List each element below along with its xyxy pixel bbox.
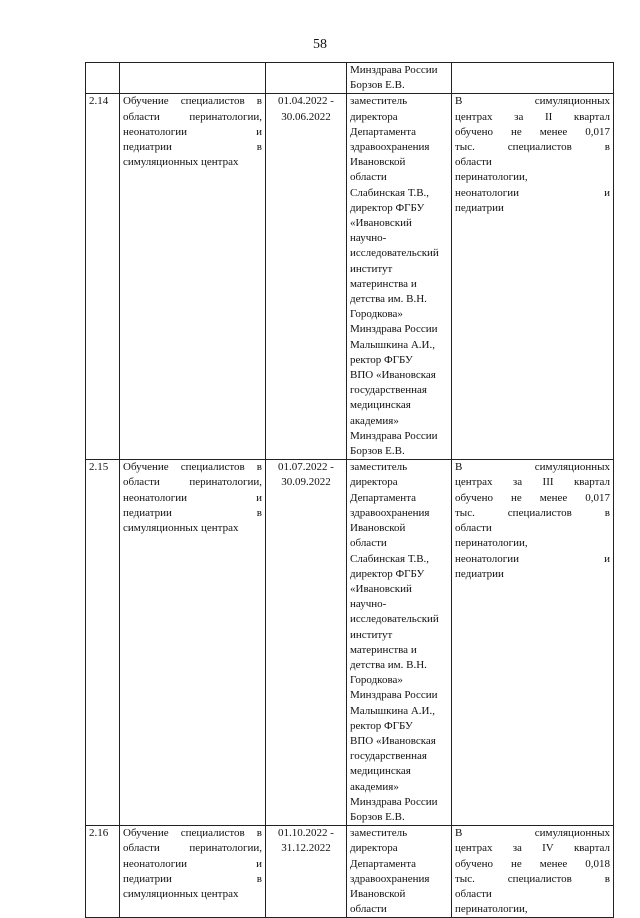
responsible-line: ректор ФГБУ [350,353,413,366]
title-line [123,506,262,521]
word: в [256,461,262,474]
responsible-line: исследовательский [350,613,439,626]
word: в [256,506,262,519]
date-line: 01.04.2022 - [278,95,334,108]
date-cell [266,63,347,94]
responsible-line: директор ФГБУ [350,567,425,580]
title-cell [120,63,266,94]
word: не [510,857,522,870]
word: менее [539,491,568,504]
word: неонатологии [123,857,188,870]
title-cell [120,460,266,826]
word: специалистов [507,872,572,885]
date-line: 30.09.2022 [281,476,331,489]
word: в [256,827,262,840]
result-line [455,186,610,201]
word: квартал [573,110,610,123]
responsible-cell [347,460,452,826]
responsible-line: государственная [350,384,427,397]
responsible-line: Слабинская Т.В., [350,186,430,199]
responsible-cell [347,63,452,94]
word: обучено [455,491,493,504]
word: в [604,141,610,154]
word: педиатрии [123,141,172,154]
word: в [256,872,262,885]
responsible-line: институт [350,262,393,275]
result-line: педиатрии [455,201,504,214]
title-line [123,826,262,841]
number-cell: 2.14 [86,94,120,460]
word: в [604,506,610,519]
result-line [455,475,610,490]
responsible-line: Ивановской [350,156,406,169]
word: педиатрии [123,506,172,519]
word: в [256,95,262,108]
responsible-line: здравоохранения [350,872,430,885]
responsible-line: медицинская [350,399,411,412]
responsible-line: научно- [350,232,387,245]
responsible-line: директора [350,476,398,489]
word: тыс. [455,506,475,519]
title-line [123,857,262,872]
responsible-line: Борзов Е.В. [350,79,405,92]
word: В [455,461,463,474]
title-line [123,841,262,856]
result-cell [452,826,614,918]
word: специалистов [180,461,245,474]
title-line [123,872,262,887]
word: симуляционных [534,827,610,840]
word: квартал [573,476,610,489]
responsible-line: материнства и [350,643,417,656]
responsible-line: Ивановской [350,887,406,900]
responsible-line: Минздрава России [350,64,438,76]
responsible-line: ректор ФГБУ [350,719,413,732]
word: 0,017 [585,125,610,138]
title-line: симуляционных центрах [123,887,239,900]
responsible-line: исследовательский [350,247,439,260]
responsible-line: здравоохранения [350,506,430,519]
word: в [604,872,610,885]
responsible-line: Городкова» [350,674,403,687]
word: центрах [455,476,493,489]
date-line: 30.06.2022 [281,110,331,123]
page-number: 58 [313,37,327,52]
word: за [512,842,522,855]
word: Обучение [123,95,169,108]
word: и [256,857,262,870]
word: перинатологии, [189,842,262,855]
result-line [455,552,610,567]
word: специалистов [507,141,572,154]
responsible-cell [347,826,452,918]
title-line [123,460,262,475]
title-line [123,491,262,506]
responsible-line: директора [350,110,398,123]
title-line [123,110,262,125]
responsible-line: здравоохранения [350,141,430,154]
result-line [455,857,610,872]
responsible-line: государственная [350,750,427,763]
responsible-line: медицинская [350,765,411,778]
responsible-line: академия» [350,414,399,427]
word: 0,017 [585,491,610,504]
date-line: 01.07.2022 - [278,461,334,474]
word: В [455,827,463,840]
word: специалистов [180,95,245,108]
word: в [256,141,262,154]
responsible-line: детства им. В.Н. [350,293,427,306]
word: неонатологии [455,186,520,199]
result-cell [452,94,614,460]
number-cell: 2.15 [86,460,120,826]
word: тыс. [455,872,475,885]
number-cell [86,63,120,94]
word: Обучение [123,827,169,840]
result-line [455,506,610,521]
result-line [455,110,610,125]
word: IV [542,842,554,855]
result-line [455,872,610,887]
date-line: 31.12.2022 [281,842,331,855]
responsible-line: Минздрава России [350,795,438,808]
result-line [455,826,610,841]
responsible-line: «Ивановский [350,217,412,230]
responsible-line: Борзов Е.В. [350,445,405,458]
responsible-line: Борзов Е.В. [350,810,405,823]
word: и [256,125,262,138]
responsible-line: «Ивановский [350,582,412,595]
responsible-line: Минздрава России [350,689,438,702]
responsible-line: академия» [350,780,399,793]
number-cell: 2.16 [86,826,120,918]
responsible-line: Слабинская Т.В., [350,552,430,565]
result-line [455,140,610,155]
word: II [544,110,553,123]
date-cell [266,826,347,918]
word: неонатологии [123,125,188,138]
word: не [510,125,522,138]
responsible-line: Минздрава России [350,429,438,442]
result-cell [452,460,614,826]
responsible-line: заместитель [350,95,408,108]
result-line: перинатологии, [455,537,528,550]
word: симуляционных [534,95,610,108]
responsible-line: институт [350,628,393,641]
word: тыс. [455,141,475,154]
responsible-line: Департамента [350,125,417,138]
result-line: перинатологии, [455,903,528,916]
responsible-line: Ивановской [350,522,406,535]
word: специалистов [507,506,572,519]
table-row [86,460,614,826]
word: симуляционных [534,461,610,474]
word: неонатологии [455,552,520,565]
responsible-line: Департамента [350,491,417,504]
title-cell [120,826,266,918]
responsible-line: ВПО «Ивановская [350,369,436,382]
title-line [123,475,262,490]
title-line [123,94,262,109]
word: области [123,476,160,489]
responsible-line: области [350,537,387,550]
word: центрах [455,110,493,123]
responsible-line: Городкова» [350,308,403,321]
responsible-line: научно- [350,598,387,611]
responsible-line: детства им. В.Н. [350,658,427,671]
title-line: симуляционных центрах [123,522,239,535]
result-line: области [455,887,492,900]
word: перинатологии, [189,110,262,123]
word: III [542,476,554,489]
date-cell [266,460,347,826]
title-line [123,140,262,155]
responsible-line: ВПО «Ивановская [350,734,436,747]
result-line [455,491,610,506]
table-row [86,94,614,460]
word: центрах [455,842,493,855]
word: Обучение [123,461,169,474]
word: за [514,110,524,123]
word: педиатрии [123,872,172,885]
responsible-line: Малышкина А.И., [350,338,435,351]
title-line [123,125,262,140]
schedule-table [85,62,614,918]
word: перинатологии, [189,476,262,489]
result-line: перинатологии, [455,171,528,184]
responsible-line: директор ФГБУ [350,201,425,214]
responsible-line: заместитель [350,827,408,840]
table-row [86,826,614,918]
word: квартал [573,842,610,855]
result-line: педиатрии [455,567,504,580]
responsible-line: заместитель [350,461,408,474]
date-line: 01.10.2022 - [278,827,334,840]
word: 0,018 [585,857,610,870]
responsible-line: области [350,903,387,916]
responsible-line: материнства и [350,277,417,290]
word: и [604,552,610,565]
word: В [455,95,463,108]
date-cell [266,94,347,460]
word: обучено [455,125,493,138]
word: и [256,491,262,504]
result-line [455,841,610,856]
word: менее [539,857,568,870]
responsible-line: Департамента [350,857,417,870]
title-cell [120,94,266,460]
result-line [455,460,610,475]
result-line [455,94,610,109]
responsible-line: директора [350,842,398,855]
responsible-line: Малышкина А.И., [350,704,435,717]
responsible-line: области [350,171,387,184]
word: и [604,186,610,199]
responsible-line: Минздрава России [350,323,438,336]
word: обучено [455,857,493,870]
continuation-row [86,63,614,94]
responsible-cell [347,94,452,460]
result-line: области [455,522,492,535]
word: специалистов [180,827,245,840]
word: области [123,842,160,855]
result-line [455,125,610,140]
word: неонатологии [123,491,188,504]
title-line: симуляционных центрах [123,156,239,169]
result-line: области [455,156,492,169]
word: за [512,476,523,489]
word: не [510,491,522,504]
word: области [123,110,160,123]
word: менее [539,125,568,138]
result-cell [452,63,614,94]
